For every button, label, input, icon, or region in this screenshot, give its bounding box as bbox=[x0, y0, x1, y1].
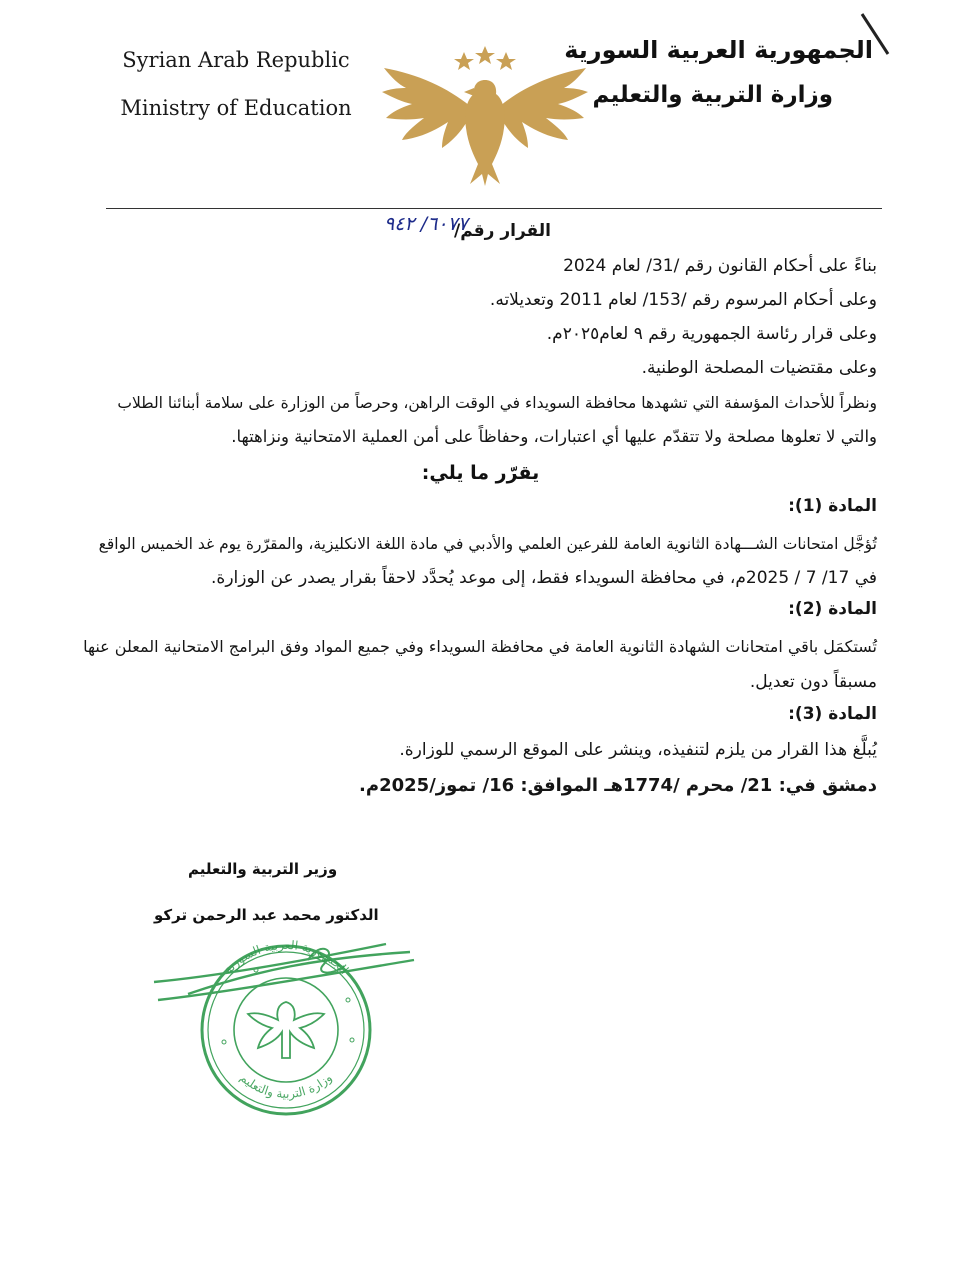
article-line: مسبقاً دون تعديل. bbox=[749, 672, 877, 692]
decision-number-label: القرار رقم/ bbox=[453, 221, 551, 241]
article-line: تُؤجَّل امتحانات الشـــهادة الثانوية العامة للفرعين العلمي والأدبي في مادة اللغة الانكليزية، والمقرّرة يوم غد الخميس الواقع bbox=[98, 535, 877, 553]
ministry-seal-icon bbox=[148, 930, 420, 1120]
seal-bottom-text: وزارة التربية والتعليم bbox=[237, 1070, 335, 1101]
article-line: يُبلَّغ هذا القرار من يلزم لتنفيذه، وينشر على الموقع الرسمي للوزارة. bbox=[399, 740, 877, 760]
en-country: Syrian Arab Republic bbox=[122, 48, 350, 72]
article-title: المادة (3): bbox=[788, 704, 877, 724]
article-line: تُستكمَل باقي امتحانات الشهادة الثانوية العامة في محافظة السويداء وفي جميع المواد وفق البرامج الامتحانية المعلن عنها bbox=[83, 637, 877, 656]
decision-number-handwritten: ٦٠٧٧/ ٩٤٢ bbox=[384, 213, 468, 235]
corner-stroke bbox=[856, 8, 896, 58]
ar-country: الجمهورية العربية السورية bbox=[564, 36, 873, 64]
signature-title: وزير التربية والتعليم bbox=[188, 860, 338, 878]
header-divider bbox=[106, 208, 882, 209]
signature-name: الدكتور محمد عبد الرحمن تركو bbox=[154, 906, 379, 924]
preamble-line: وعلى أحكام المرسوم رقم /153/ لعام 2011 وتعديلاته. bbox=[489, 290, 877, 310]
article-title: المادة (2): bbox=[788, 599, 877, 619]
article-line: في 17/ 7 / 2025م، في محافظة السويداء فقط، إلى موعد يُحدَّد لاحقاً بقرار يصدر عن الوزارة. bbox=[211, 568, 877, 588]
date-line: دمشق في: 21/ محرم /1774هـ الموافق: 16/ تموز/2025م. bbox=[359, 775, 877, 796]
eagle-emblem-icon bbox=[378, 44, 592, 188]
en-ministry: Ministry of Education bbox=[120, 96, 352, 120]
preamble-line: والتي لا تعلوها مصلحة ولا تتقدّم عليها أي اعتبارات، وحفاظاً على أمن العملية الامتحانية ونزاهتها. bbox=[231, 427, 877, 446]
resolves-heading: يقرّر ما يلي: bbox=[421, 462, 540, 484]
ar-ministry: وزارة التربية والتعليم bbox=[592, 82, 833, 108]
preamble-line: بناءً على أحكام القانون رقم /31/ لعام 2024 bbox=[563, 256, 877, 276]
preamble-line: ونظراً للأحداث المؤسفة التي تشهدها محافظة السويداء في الوقت الراهن، وحرصاً من الوزارة على سلامة أبنائنا الطلاب bbox=[117, 394, 877, 412]
preamble-line: وعلى قرار رئاسة الجمهورية رقم ٩ لعام٢٠٢٥م. bbox=[546, 324, 877, 344]
svg-text:وزارة التربية والتعليم bbox=[237, 1071, 335, 1102]
preamble-line: وعلى مقتضيات المصلحة الوطنية. bbox=[641, 358, 877, 378]
article-title: المادة (1): bbox=[788, 496, 877, 516]
seal-top-text: الجمهورية العربية السورية bbox=[220, 937, 352, 977]
